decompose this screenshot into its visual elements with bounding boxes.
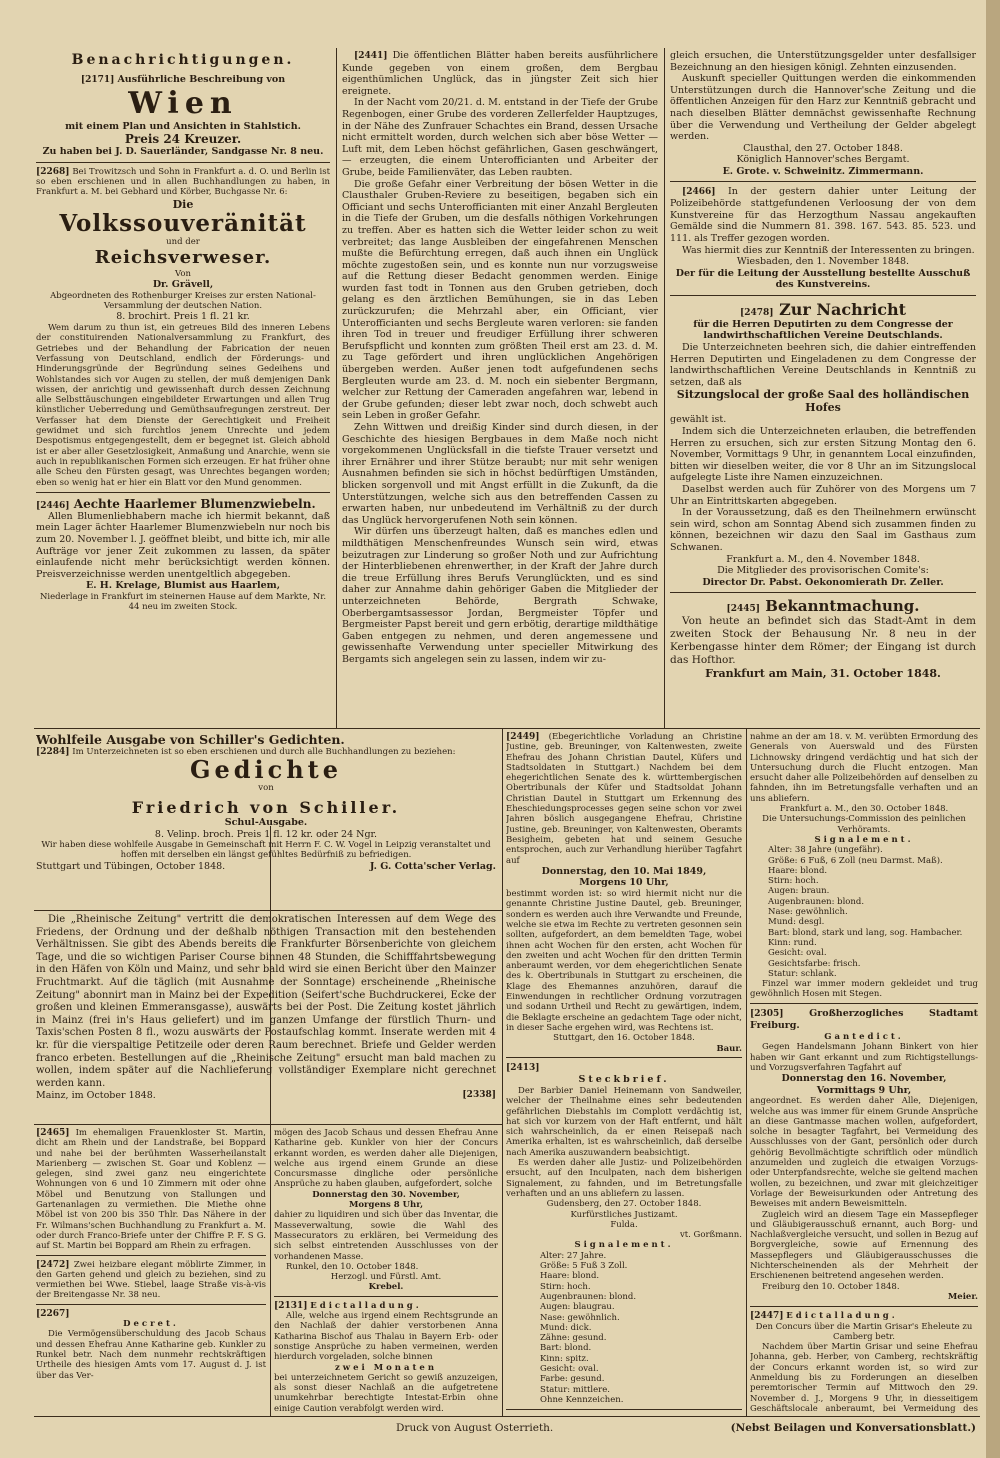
signalement-item: Augen: blaugrau.	[540, 1302, 615, 1313]
notice-body-2: angeordnet. Es werden daher Alle, Diejenigen, welche aus was immer für einem Grunde Ansprüche an diese Gantmasse machen wollen, aufgefordert, solche in besagter Tagfahrt, bei Vermeidung des Ausschlusses von der Gant, persönlich oder durch gehörig Bevollmächtigte schriftlich oder mündlich anzumelden und zugleich die etwaigen Vorzugs- oder Unterpfandsrechte, welche sie geltend machen wollen, zu bezeichnen, und zwar mit gleichzeitiger Vorlage der Beweisurkunden oder Antretung des Beweises mit andern Beweismitteln.	[750, 1096, 978, 1210]
ad-title: Aechte Haarlemer Blumenzwiebeln.	[73, 496, 316, 511]
notice-title: Zur Nachricht	[779, 299, 907, 319]
column-rule	[502, 826, 503, 1416]
signalement-item: Augenbraunen: blond.	[540, 1291, 637, 1302]
page-edge	[986, 0, 1000, 1458]
congress-notice	[670, 300, 976, 588]
notice-authority: Großherzogliches Stadtamt Freiburg.	[750, 1007, 978, 1032]
notice-termin: Donnerstag den 16. November,	[781, 1073, 947, 1085]
signalement-list	[750, 845, 978, 979]
notice-date: Gudensberg, den 27. October 1848.	[546, 1199, 702, 1210]
ad-number: [2466]	[682, 186, 716, 197]
ad-publisher: J. G. Cotta'scher Verlag.	[369, 860, 496, 872]
article-date: Clausthal, den 27. October 1848.	[743, 142, 903, 154]
notice-location: Sitzungslocal der große Saal des holländischen Hofes	[676, 388, 970, 415]
signalement-item: Kinn: rund.	[768, 937, 817, 948]
haarlem-ad	[36, 497, 330, 613]
notice-termin: Donnerstag, den 10. Mai 1849,	[541, 865, 707, 877]
notice-paragraph: Indem sich die Unterzeichneten erlauben, die betreffenden Herren zu ersuchen, sich zur ersten Sitzung Montag den 6. November, Vormittags 9 Uhr, in genanntem Local einzufinden, bitten wir dieselben weiter, die vor 8 Uhr an im Sitzungslocal aufgelegte Liste ihre Namen einzuzeichnen.	[670, 426, 976, 484]
ad-number: [2131]	[274, 1300, 308, 1311]
ad-number: [2305]	[750, 1008, 784, 1019]
ad-number: [2445]	[726, 604, 761, 615]
ad-signature: E. H. Krelage, Blumist aus Haarlem,	[85, 580, 281, 592]
ad-date: Mainz, im October 1848.	[36, 1090, 156, 1102]
ad-lead: Ausführliche Beschreibung von	[117, 74, 286, 85]
right-bottom-column	[750, 732, 978, 1414]
notice-subtitle: für die Herren Deputirten zu dem Congresse der landwirthschaftlichen Vereine Deutschlands.	[693, 318, 953, 342]
notice-names: Director Dr. Pabst. Oekonomierath Dr. Zeller.	[702, 576, 944, 588]
ad-number: [2446]	[36, 500, 70, 511]
ad-number: [2413]	[506, 1062, 540, 1073]
ad-number: [2268]	[36, 166, 70, 177]
signalement-item: Alter: 27 Jahre.	[540, 1250, 607, 1261]
ad-die: Die	[172, 197, 194, 211]
ad-title: Wien	[128, 85, 238, 121]
middle-top-column	[342, 50, 658, 726]
column-rule	[336, 48, 337, 728]
ad-von: Von	[175, 268, 191, 279]
notice-paragraph: Daselbst werden auch für Zuhörer von des Morgens um 7 Uhr an Eintrittskarten abgegeben.	[670, 484, 976, 507]
ad-body: Wem darum zu thun ist, ein getreues Bild des inneren Lebens der constituirenden Nationalversammlung zu Frankfurt, des Getriebes und der Behandlung der Fabrication der neuen Verfassung von Deutschland, endlich der Förderungs- und Hinderungsgründe der Begründung seines Gedeihens und Wohlstandes sich vor Augen zu stellen, der muß demjenigen Dank wissen, der anrichtig und gewissenhaft durch dessen Zeichnung alle Selbsttäuschungen eingebildeter Erwartungen und allen Trug künstlicher Ueberredung und Gemüthsaufregungen zerstreut. Der Verfasser hat dem Dienste der Gerechtigkeit und Freiheit gewidmet und sich furchtlos jenem Unrechte und jedem Despotismus entgegengestellt, dem er begegnet ist. Gleich abhold ist er aber aller Gesetzlosigkeit, Anmaßung und Anarchie, wenn sie auch in republikanischen Formen sich erzeugen. Er hat früher ohne alle Scheu den Fürsten gesagt, was Unrechtes begangen worden; eben so wenig hat er hier ein Blatt vor den Mund genommen.	[36, 323, 330, 488]
signalement-item: Mund: desgl.	[768, 917, 825, 928]
ad-edition: Schul-Ausgabe.	[224, 817, 308, 828]
notice-body: Der Barbier Daniel Heinemann von Sandweiler, welcher der Theilnahme eines sehr bedeutenden gefährlichen Diebstahls im Complott verdächtig ist, hat sich vor kurzem von der Haft entfernt, und hält sich wahrscheinlich, da er einen Reisepaß nach Amerika erhalten, ist es wahrscheinlich, daß derselbe nach Amerika auszuwandern beabsichtigt.	[506, 1085, 742, 1158]
signalement-item: Zähne: gesund.	[540, 1333, 607, 1344]
ad-body: Die „Rheinische Zeitung" vertritt die demokratischen Interessen auf dem Wege des Friedens, der Ordnung und der deßhalb nöthigen Transaction mit den bestehenden Verhältnissen. Sie gibt des Abends bereits die Frankfurter Börsenberichte von gleichem Tage, und die so wichtigen Pariser Course binnen 48 Stunden, die Schifffahrtsbewegung in den Häfen von Köln und Mainz, und sehr bald wird sie einen Bericht über den Mainzer Fruchtmarkt. Auf die täglich (mit Ausnahme der Sonntage) erscheinende „Rheinische Zeitung" abonnirt man in Mainz bei der Expedition (Seifert'sche Buchdruckerei, Ecke der großen und kleinen Emmeransgasse), auswärts bei der Post. Die Zeitung kostet jährlich in Mainz (frei in's Haus geliefert) und im ganzen Umfange der fürstlich Thurn- und Taxis'schen Posten 8 fl., wozu auswärts der Postaufschlag kommt. Inserate werden mit 4 kr. für die vierspaltige Petitzeile oder deren Raum berechnet. Briefe und Gelder werden franco erbeten. Bestellungen auf die „Rheinische Zeitung" ersucht man bald machen zu wollen, indem später auf die Nachlieferung vollständiger Exemplare nicht gerechnet werden kann.	[36, 914, 496, 1089]
notice-title: Gantedict.	[824, 1031, 904, 1042]
left-top-column	[36, 50, 330, 726]
schiller-ad-details	[36, 798, 496, 906]
article-paragraph: Auskunft specieller Quittungen werden die einkommenden Unterstützungen durch die Hannover'sche Zeitung und die öffentlichen Anzeigen für den Harz zur Kenntniß gebracht und nach dieselben Blätter demnächst gewissenhafte Rechnung über die Verwendung und Vertheilung der Gelder abgelegt werden.	[670, 73, 976, 143]
notice-body-2: Es werden daher alle Justiz- und Polizeibehörden ersucht, auf den Inculpaten, nach dem bisherigen Signalement, zu fahnden, und im Betretungsfalle verhaften und an uns abliefern zu lassen.	[506, 1158, 742, 1199]
signalement-item: Bart: blond.	[540, 1343, 592, 1354]
article-paragraph: In der Nacht vom 20/21. d. M. entstand in der Tiefe der Grube Regenbogen, einer Grube des vorderen Zellerfelder Hauptzuges, in der Nähe des Zunfrauer Schachtes ein Brand, dessen Ursache nicht ermittelt worden, durch welchen sich aber böse Wetter — Luft mit, dem Leben höchst gefährlichen, Gasen geschwängert, — erzeugten, die einem Unterofficianten und Arbeiter der Grube, beide Familienväter, das Leben raubten.	[342, 97, 658, 178]
notice-date: Stuttgart, den 16. October 1848.	[553, 1033, 695, 1044]
page-footer	[36, 1420, 976, 1444]
notice-title: Steckbrief.	[578, 1074, 670, 1086]
signalement-item: Größe: 6 Fuß, 6 Zoll (neu Darmst. Maß).	[768, 855, 943, 866]
article-authority: Königlich Hannover'sches Bergamt.	[736, 154, 910, 166]
notice-signature: Der für die Leitung der Ausstellung bestellte Ausschuß des Kunstvereins.	[675, 267, 971, 291]
section-heading: Benachrichtigungen.	[71, 52, 295, 68]
ad-signature-note: Niederlage in Frankfurt im steinernen Hause auf dem Markte, Nr. 44 neu im zweiten Stock.	[39, 591, 327, 613]
signalement-item: Ohne Kennzeichen.	[540, 1394, 624, 1405]
notice-continuation: nahme an der am 18. v. M. verübten Ermordung des Generals von Auerswald und des Fürsten Lichnowsky dringend verdächtig und hat sich der Untersuchung durch die Flucht entzogen. Man ersucht daher alle Polizeibehörden auf denselben zu fahnden, ihn im Betretungsfalle verhaften und an uns abliefern.	[750, 732, 978, 804]
notice-deadline: zwei Monaten	[334, 1362, 438, 1373]
notice-signature: Krebel.	[368, 1282, 404, 1293]
ad-place: Stuttgart und Tübingen, October 1848.	[36, 860, 226, 872]
signalement-item: Statur: mittlere.	[540, 1384, 610, 1395]
ad-number: [2267]	[36, 1308, 70, 1319]
notice-body-2: bei unterzeichnetem Gericht so gewiß anzuzeigen, als sonst dieser Nachlaß an die aufgetretene unumkehrbar berechtigte Intestat-Erbin ohne einige Caution verabfolgt werden wird.	[274, 1372, 498, 1414]
notice-body: In der gestern dahier unter Leitung der Polizeibehörde stattgefundenen Verloosung der von dem Kunstvereine für das Herzogthum Nassau angekauften Gemälde sind die Nummern 81. 398. 167. 543. 85. 523. und 111. als Treffer gezogen worden.	[670, 185, 976, 244]
signalement-item: Haare: blond.	[540, 1271, 600, 1282]
notice-body: dahier zu liquidiren und sich über das Inventar, die Masseverwaltung, sowie die Wahl des Massecurators zu erklären, bei Vermeidung des sich selbst eintretenden Ausschlusses von der vorhandenen Masse.	[274, 1210, 498, 1262]
article-paragraph: Die große Gefahr einer Verbreitung der bösen Wetter in die Clausthaler Gruben-Reviere zu beseitigen, begaben sich ein Officiant und sechs Unterofficianten mit einer Anzahl Bergleuten in die Tiefe der Gruben, um die desfalls nöthigen Vorkehrungen zu treffen. Aber es hatten sich die Wetter leider schon zu weit verbreitet; das lange Ausbleiben der eingefahrenen Menschen mußte die Befürchtung erregen, daß auch ihnen ein Unglück möchte zugestoßen sein, und es konnte nun nur vorzugsweise auf die Rettung dieser Bedacht genommen werden. Einige wurden fast todt in Tonnen aus den Gruben getrieben, doch gelang es den ärztlichen Bemühungen, sie in das Leben zurückzurufen; die Mehrzahl aber, ein Officiant, vier Unterofficianten und sechs Bergleute waren verloren: sie fanden ihren Tod in treuer und freudiger Erfüllung ihrer schweren Berufspflicht und konnten zum größten Theil erst am 23. d. M. zu Tage gefördert und ihren unglücklichen Angehörigen übergeben werden. Außer jenen todt aufgefundenen sechs Bergleuten wurde am 23. d. M. noch ein siebenter Bergmann, welcher zur Rettung der Cameraden angefahren war, lebend in der Grube gefunden; dieser lebt zwar noch, doch schwebt auch sein Leben in großer Gefahr.	[342, 178, 658, 422]
notice-body: Gegen Handelsmann Johann Binkert von hier haben wir Gant erkannt und zum Richtigstellungs- und Vorzugsverfahren Tagfahrt auf	[750, 1042, 978, 1073]
ad-body: Allen Blumenliebhabern mache ich hiermit bekannt, daß mein Lager ächter Haarlemer Blumenzwiebeln nur noch bis zum 20. November l. J. geöffnet bleibt, und bitte ich, mir alle Aufträge vor jener Zeit zukommen zu lassen, da später einlaufende nicht mehr berücksichtigt werden können. Preisverzeichnisse werden unentgeltlich abgegeben.	[36, 510, 330, 580]
signalement-item: Gesichtsfarbe: frisch.	[768, 958, 861, 969]
signalement-item: Augen: braun.	[768, 886, 830, 897]
article-continuation: gleich ersuchen, die Unterstützungsgelder unter desfallsiger Bezeichnung an den hiesigen königl. Zehnten einzusenden.	[670, 50, 976, 73]
notice-note: Finzel war immer modern gekleidet und trug gewöhnlich Hosen mit Stegen.	[750, 979, 978, 1000]
ad-author: Friedrich von Schiller.	[131, 798, 401, 817]
ad-number: [2478]	[739, 307, 774, 318]
ad-number: [2449]	[506, 732, 540, 742]
article-paragraph	[342, 50, 658, 97]
signalement-item: Kinn: spitz.	[540, 1353, 589, 1364]
notice-paragraph: In der Voraussetzung, daß es den Theilnehmern erwünscht sein wird, schon am Sonntag Abend sich zusammen finden zu können, bezeichnen wir dazu den Saal im Gasthaus zum Schwanen.	[670, 507, 976, 553]
signalement-item: Mund: dick.	[540, 1322, 592, 1333]
freiburg-gantedict	[750, 1008, 978, 1303]
section-rule	[34, 728, 980, 729]
signalement-item: Gesicht: oval.	[540, 1364, 599, 1374]
notice-signature: vt. Gorßmann.	[679, 1230, 742, 1241]
notice-termin: Donnerstag den 30. November,	[312, 1189, 460, 1200]
signalement-title: Signalement.	[814, 834, 914, 845]
notice-paragraph: Die Unterzeichneten beehren sich, die dahier eintreffenden Herren Deputirten und Eingeladenen zu dem Congresse der landwirthschaftlichen Vereine Deutschlands in Kenntniß zu setzen, daß als	[670, 342, 976, 388]
ad-von: von	[258, 783, 274, 794]
ad-header: Wohlfeile Ausgabe von Schiller's Gedichten.	[36, 732, 345, 747]
ad-number: [2338]	[462, 1090, 496, 1101]
signalement-item: Stirn: hoch.	[768, 876, 819, 887]
column-rule	[664, 48, 665, 728]
ad-number: [2171]	[80, 75, 115, 85]
middle-bottom-column	[506, 732, 742, 1414]
notice-body-2: Was hiermit dies zur Kenntniß der Interessenten zu bringen.	[682, 244, 975, 256]
notice-date: Wiesbaden, den 1. November 1848.	[736, 256, 910, 268]
signalement-item: Alter: 38 Jahre (ungefähr).	[768, 845, 883, 856]
ad-number: [2284]	[36, 747, 70, 757]
signalement-item: Statur: schlank.	[768, 968, 837, 979]
ad-subtitle: mit einem Plan und Ansichten in Stahlstich.	[65, 120, 301, 132]
article-paragraph: Wir dürfen uns überzeugt halten, daß es manches edlen und mildthätigen Menschenfreundes Wunsch sein wird, etwas beizutragen zur Linderung so großer Noth und zur Aufrichtung der Hinterbliebenen ehrenwerther, in der Kraft der Jahre durch die treue Erfüllung ihres Berufs Verunglückten, und es sind daher zur Annahme dahin gehöriger Gaben die Mitglieder der unterzeichneten Behörde, Bergrath Schwake, Oberbergamtsassessor Jordan, Bergmeister Töpfer und Bergmeister Papst bereit und gern erbötig, derartige mildthätige Gaben entgegen zu nehmen, und deren angemessene und gewissenhafte Verwendung unter specieller Mitwirkung des Bergamts sich angelegen sein zu lassen, indem wir zu-	[342, 526, 658, 665]
signalement-item: Stirn: hoch.	[540, 1281, 591, 1292]
ad-note: Wir haben diese wohlfeile Ausgabe in Gemeinschaft mit Herrn F. C. W. Vogel in Leipzig veranstaltet und hoffen mit derselben ein längst gefühltes Bedürfniß zu befriedigen.	[41, 840, 491, 861]
notice-body-3: Zugleich wird an diesem Tage ein Massepfleger und Gläubigerausschuß ernannt, auch Borg- und Nachlaßvergleiche versucht, und sollen in Bezug auf Borgvergleiche, sowie auf Ernennung des Massepflegers und Gläubigerausschusses die Nichterscheinenden als der Mehrheit der Erschienenen beitretend angesehen werden.	[750, 1209, 978, 1282]
center-bottom-column	[274, 1128, 498, 1414]
footer-rule	[34, 1416, 980, 1417]
ad-availability: Zu haben bei J. D. Sauerländer, Sandgasse Nr. 8 neu.	[42, 146, 324, 158]
notice-body: Alle, welche aus irgend einem Rechtsgrunde an den Nachlaß der dahier verstorbenen Anna Katharina Bischof aus Thalau in Bayern Erb- oder sonstige Ansprüche zu haben vermeinen, werden hierdurch vorgeladen, solche binnen	[274, 1311, 498, 1363]
notice-title: Edictalladung.	[786, 1311, 898, 1322]
notice-authority: Herzogl. und Fürstl. Amt.	[330, 1272, 442, 1283]
article-signatures: E. Grote. v. Schweinitz. Zimmermann.	[722, 165, 924, 177]
supplements-note: (Nebst Beilagen und Konversationsblatt.)	[730, 1422, 976, 1434]
notice-date: Frankfurt am Main, 31. October 1848.	[705, 667, 941, 681]
article-text: Die öffentlichen Blätter haben bereits ausführlichere Kunde gegeben von einem großen, dem Bergbau eigenthümlichen Unglück, das in jüngster Zeit sich hier ereignete.	[342, 50, 658, 97]
notice-title: Decret.	[123, 1319, 179, 1330]
notice-termin-time: Vormittags 9 Uhr,	[816, 1084, 912, 1096]
ad-title-2: Reichsverweser.	[94, 246, 272, 268]
lottery-notice	[670, 186, 976, 291]
signalement-list	[506, 1251, 742, 1405]
right-top-column	[670, 50, 976, 726]
signalement-item: Haare: blond.	[768, 865, 828, 876]
notice-body: (Ebegerichtliche Vorladung an Christine Justine, geb. Breuninger, von Kaltenwesten, zweite Ehefrau des Johann Christian Dautel, Küfers und Stadtsoldaten in Stuttgart.) Nachdem bei dem ehegerichtlichen Senate des k. württembergischen Obertribunals der Küfer und Stadtsoldat Johann Christian Dautel in Stuttgart um Erkennung des Eheschiedungsprocesses gegen seine schon vor zwei Jahren böslich ausgegangene Ehefrau, Christine Justine, geb. Breuninger, von Kaltenwesten, Oberamts Besigheim, gebeten hat und seinem Gesuche entsprochen, auch zur Verhandlung hierüber Tagfahrt auf	[506, 732, 742, 866]
notice-termin-time: Morgens 8 Uhr,	[348, 1200, 424, 1211]
ad-number: [2472]	[36, 1259, 70, 1270]
column-rule	[270, 1124, 271, 1416]
wien-ad	[36, 74, 330, 158]
notice-date: Frankfurt a. M., den 30. October 1848.	[779, 804, 949, 815]
notice-continuation: mögen des Jacob Schaus und dessen Ehefrau Anne Katharine geb. Kunkler von hier der Concurs erkannt worden, es werden daher alle Diejenigen, welche aus irgend einem Grunde an diese Concursmasse dingliche oder persönliche Ansprüche zu haben glauben, aufgefordert, solche	[274, 1128, 498, 1190]
ad-intro: Bei Trowitzsch und Sohn in Frankfurt a. d. O. und Berlin ist so eben erschienen und in allen Buchhandlungen zu haben, in Frankfurt a. M. bei Gebhard und Körber, Buchgasse Nr. 6:	[36, 166, 330, 198]
ad-title: Gedichte	[189, 755, 343, 785]
ad-intro: Im Unterzeichneten ist so eben erschienen und durch alle Buchhandlungen zu beziehen:	[72, 747, 456, 757]
signalement-item: Bart: blond, stark und lang, sog. Hambacher.	[768, 927, 963, 938]
ad-price: 8. Velinp. broch. Preis 1 fl. 12 kr. oder 24 Ngr.	[154, 828, 378, 840]
notice-date: Freiburg den 10. October 1848.	[762, 1281, 900, 1292]
notice-paragraph: gewählt ist.	[670, 414, 727, 426]
section-rule	[34, 910, 502, 911]
ad-number: [2447]	[750, 1311, 784, 1322]
notice-termin-time: Morgens 10 Uhr,	[579, 877, 669, 889]
notice-title: Bekanntmachung.	[765, 597, 920, 616]
rheinische-zeitung-ad	[36, 914, 496, 1122]
signalement-item: Nase: gewöhnlich.	[768, 907, 848, 918]
signalement-item: Farbe: gesund.	[540, 1374, 605, 1385]
column-rule	[502, 728, 503, 828]
ad-price: 8. brochirt. Preis 1 fl. 21 kr.	[116, 311, 250, 323]
ad-und: und der	[166, 236, 200, 247]
grisar-edict	[750, 1311, 978, 1414]
section-rule	[34, 1124, 502, 1125]
notice-title: Edictalladung.	[310, 1300, 422, 1311]
signalement-item: Größe: 5 Fuß 3 Zoll.	[540, 1261, 628, 1272]
notice-authority: Kurfürstliches Justizamt.	[570, 1209, 678, 1220]
notice-date: Runkel, den 10. October 1848.	[286, 1261, 419, 1272]
wanted-notice-heinemann	[506, 1062, 742, 1405]
signalement-item: Nase: gewöhnlich.	[540, 1312, 620, 1323]
notice-signature: Die Mitglieder des provisorischen Comite's:	[717, 565, 929, 577]
ad-body: Zwei heizbare elegant möblirte Zimmer, in den Garten gehend und gleich zu beziehen, sind zu vermiethen bei Wwe. Stiebel, laage Straße vis-à-vis der Breitengasse Nr. 38 neu.	[36, 1259, 266, 1301]
ad-number: [2465]	[36, 1128, 70, 1138]
notice-date: Frankfurt a. M., den 4. November 1848.	[726, 553, 920, 565]
ad-body: Im ehemaligen Frauenkloster St. Martin, dicht am Rhein und der Landstraße, bei Boppard und nahe bei der berühmten Wasserheilanstalt Marienberg — zwischen St. Goar und Koblenz — gelegen, sind zwei ganz neu eingerichtete Wohnungen von 6 und 10 Zimmern mit oder ohne Möbel und Benutzung von Stallungen und Gartenanlagen zu vermiethen. Die Miethe ohne Möbel ist von 200 bis 350 Thlr. Das Nähere in der Fr. Wilmans'schen Buchhandlung zu Frankfurt a. M. oder durch Franco-Briefe unter der Chiffre P. F. S G. auf St. Martin bei Boppard am Rhein zu erfragen.	[36, 1128, 266, 1252]
volkssouveraenitaet-ad	[36, 167, 330, 488]
notice-authority: Die Untersuchungs-Commission des peinlichen Verhöramts.	[762, 814, 966, 835]
signalement-title: Signalement.	[574, 1240, 674, 1251]
announcement-notice	[670, 597, 976, 680]
notice-body-2: bestimmt worden ist: so wird hiermit nicht nur die genannte Christine Justine Dautel, geb. Breuninger, sondern es werden auch ihre Verwandte und Freunde, welche sie etwa im Rechte zu vertreten gesonnen sein sollten, aufgefordert, an dem bemeldten Tage, wobei ihnen acht Wochen für den ersten, acht Wochen für den zweiten und acht Wochen für den dritten Termin anberaumt werden, vor dem ehegerichtlichen Senate des k. Obertribunals in Stuttgart zu erscheinen, die Klage des Ehemannes anzuhören, darauf die Einwendungen in rechtlicher Ordnung vorzutragen und sodann Urtheil und Recht zu gewärtigen, indem, die Beklagte erscheine an gedachtem Tage oder nicht, in dieser Sache ergehen wird, was Rechtens ist.	[506, 889, 742, 1033]
notice-body: Die Vermögensüberschuldung des Jacob Schaus und dessen Ehefrau Anne Katharine geb. Kunkler zu Runkel betr. Nach dem nunmehr rechtskräftigen Urtheile des hiesigen Amts vom 17. August d. J. ist über das Ver-	[36, 1329, 266, 1381]
notice-signature: Baur.	[716, 1043, 742, 1054]
left-bottom-column	[36, 1128, 266, 1414]
notice-signature: Meier.	[947, 1291, 978, 1302]
notice-body: Nachdem über Martin Grisar und seine Ehefrau Johanna, geb. Herber, von Camberg, rechtskräftig der Concurs erkannt worden ist, so wird zur Anmeldung bis zu Forderungen an dieselben peremtorischer Termin auf Mittwoch den 29. November d. J., Morgens 9 Uhr, in diesseitigem Geschäftslocale anberaumt, bei Vermeidung des	[750, 1342, 978, 1414]
article-number: [2441]	[354, 51, 388, 61]
ad-author-desc: Abgeordneten des Rothenburger Kreises zur ersten National-Versammlung der deutschen Nation.	[50, 290, 316, 312]
printer-credit: Druck von August Osterrieth.	[396, 1422, 554, 1434]
ad-author: Dr. Grävell,	[152, 279, 214, 291]
column-rule	[746, 728, 747, 1416]
ad-title: Volkssouveränität	[59, 209, 307, 237]
notice-body: Von heute an befindet sich das Stadt-Amt in dem zweiten Stock der Behausung Nr. 8 neu in der Kerbengasse hinter dem Römer; der Eingang ist durch das Hofthor.	[670, 615, 976, 667]
notice-place: Fulda.	[610, 1219, 638, 1230]
ad-price: Preis 24 Kreuzer.	[124, 132, 242, 147]
article-paragraph: Zehn Wittwen und dreißig Kinder sind durch diesen, in der Geschichte des hiesigen Bergbaues in dem Maße noch nicht vorgekommenen Unglücksfall in die tiefste Trauer versetzt und ihrer Ernährer und ihrer Stütze beraubt; nur mit sehr wenigen Ausnahmen befinden sie sich in höchst bedürftigen Umständen, blicken sorgenvoll und mit Angst erfüllt in die Zukunft, da die Unterstützungen, welche sich aus den betreffenden Cassen zu erwarten haben, nur unbedeutend im Verhältniß zu der durch das Unglück hervorgerufenen Noth sein können.	[342, 422, 658, 526]
signalement-item: Augenbraunen: blond.	[768, 896, 865, 907]
signalement-item: Gesicht: oval.	[768, 948, 827, 959]
notice-subtitle: Den Concurs über die Martin Grisar's Eheleute zu Camberg betr.	[755, 1321, 973, 1342]
